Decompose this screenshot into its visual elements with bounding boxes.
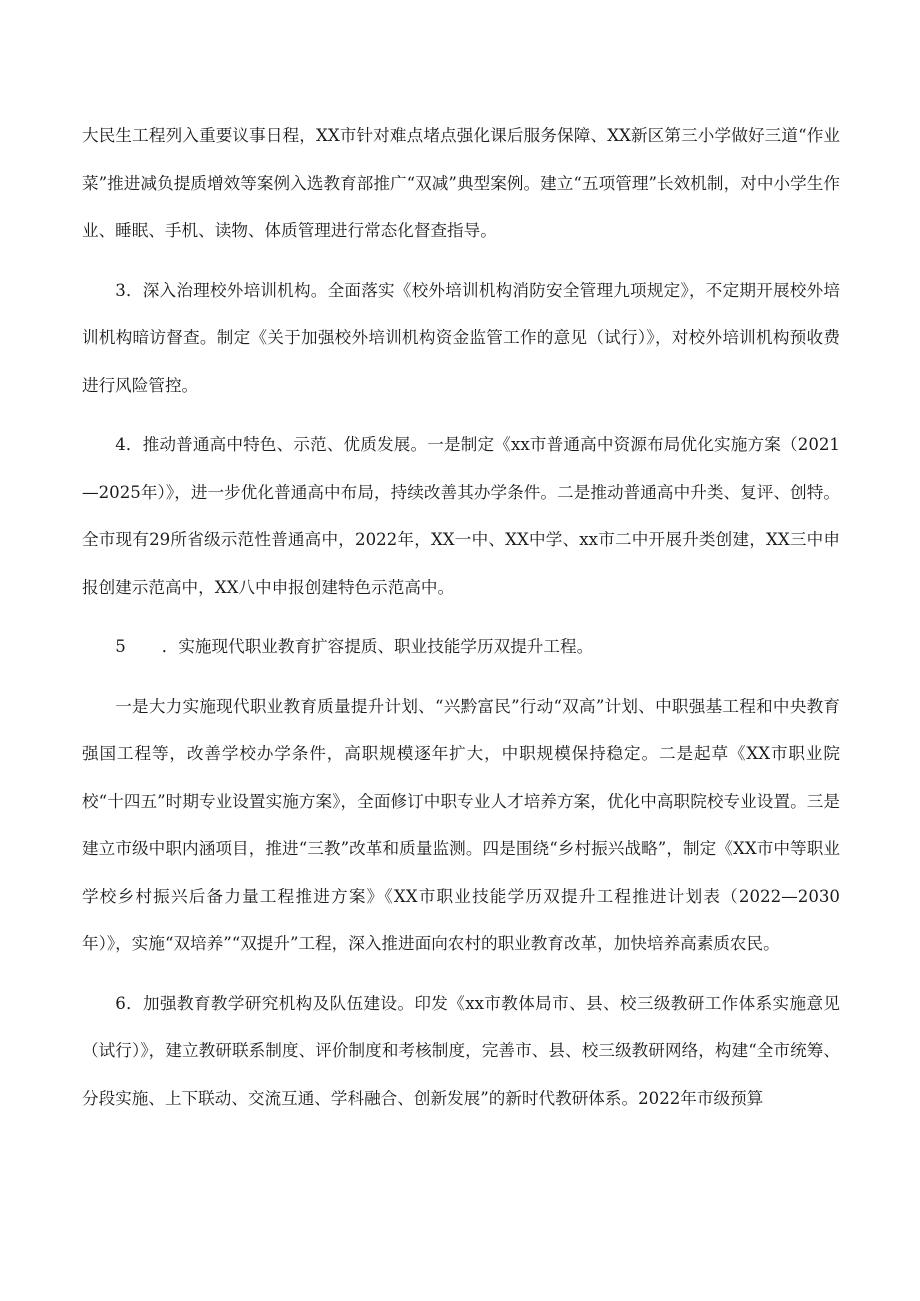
paragraph-item-4: 4．推动普通高中特色、示范、优质发展。一是制定《xx市普通高中资源布局优化实施方案（2021—2025年）》，进一步优化普通高中布局，持续改善其办学条件。二是推动普通高中升类、复评、创特。全市现有29所省级示范性普通高中，2022年，XX一中、XX中学、xx市二中开展升类创建，XX三中申报创建示范高中，XX八中申报创建特色示范高中。 bbox=[82, 435, 840, 597]
item-5-title: ．实施现代职业教育扩容提质、职业技能学历双提升工程。 bbox=[161, 637, 594, 656]
paragraph-item-3: 3．深入治理校外培训机构。全面落实《校外培训机构消防安全管理九项规定》，不定期开展校外培训机构暗访督查。制定《关于加强校外培训机构资金监管工作的意见（试行）》，对校外培训机构预收费进行风险管控。 bbox=[82, 280, 840, 395]
paragraph-continuation: 大民生工程列入重要议事日程，XX市针对难点堵点强化课后服务保障、XX新区第三小学做好三道“作业菜”推进减负提质增效等案例入选教育部推广“双减”典型案例。建立“五项管理”长效机制，对中小学生作业、睡眠、手机、读物、体质管理进行常态化督查指导。 bbox=[82, 126, 840, 240]
item-5-number: 5 bbox=[115, 637, 126, 656]
paragraph-item-5-heading bbox=[82, 623, 840, 671]
document-page bbox=[82, 112, 840, 1122]
paragraph-item-5-body: 一是大力实施现代职业教育质量提升计划、“兴黔富民”行动“双高”计划、中职强基工程和中央教育强国工程等，改善学校办学条件，高职规模逐年扩大，中职规模保持稳定。二是起草《XX市职业院校“十四五”时期专业设置实施方案》，全面修订中职专业人才培养方案，优化中高职院校专业设置。三是建立市级中职内涵项目，推进“三教”改革和质量监测。四是围绕“乡村振兴战略”，制定《XX市中等职业学校乡村振兴后备力量工程推进方案》《XX市职业技能学历双提升工程推进计划表（2022—2030年）》，实施“双培养”“双提升”工程，深入推进面向农村的职业教育改革，加快培养高素质农民。 bbox=[82, 696, 840, 953]
paragraph-item-6: 6．加强教育教学研究机构及队伍建设。印发《xx市教体局市、县、校三级教研工作体系实施意见（试行）》，建立教研联系制度、评价制度和考核制度，完善市、县、校三级教研网络，构建“全市统筹、分段实施、上下联动、交流互通、学科融合、创新发展”的新时代教研体系。2022年市级预算 bbox=[82, 993, 840, 1108]
